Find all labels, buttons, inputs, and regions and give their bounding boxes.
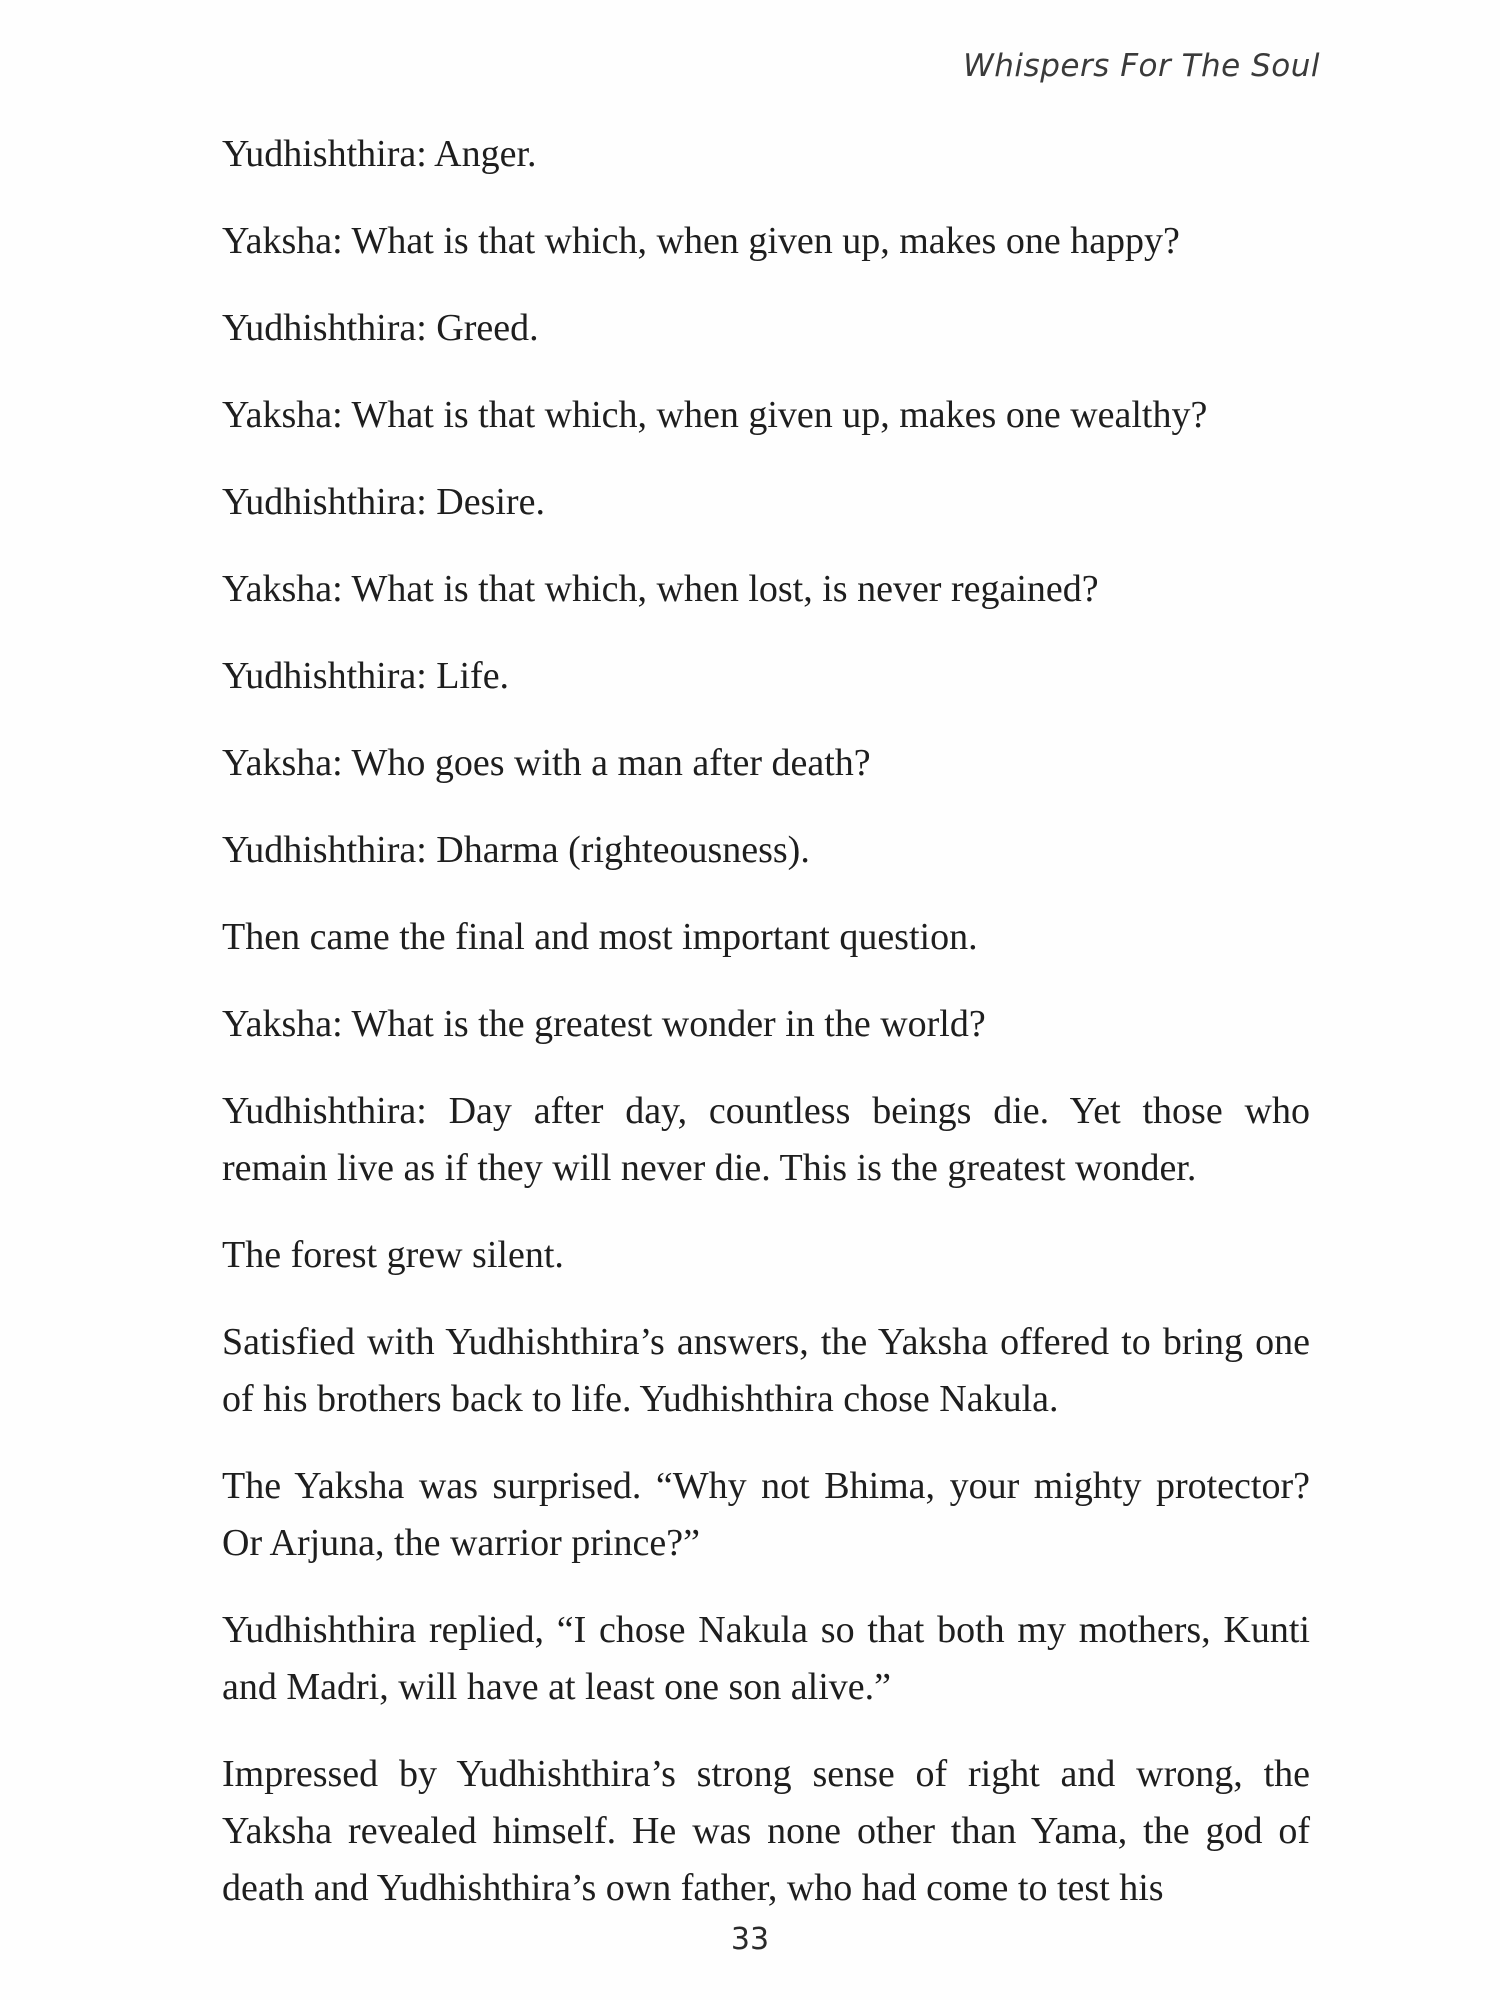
paragraph: Yudhishthira: Anger.	[222, 133, 537, 175]
paragraph: The forest grew silent.	[222, 1234, 564, 1276]
paragraph: Yudhishthira: Day after day, countless beings die. Yet those who remain live as if they will never die. This is the greatest wonder.	[222, 1090, 1310, 1189]
paragraph: Yaksha: What is that which, when lost, is never regained?	[222, 568, 1099, 610]
page-number: 33	[730, 1922, 770, 1957]
paragraph: The Yaksha was surprised. “Why not Bhima, your mighty protector? Or Arjuna, the warrior prince?”	[222, 1465, 1310, 1564]
paragraph: Yaksha: What is that which, when given up, makes one wealthy?	[222, 394, 1208, 436]
paragraph: Yudhishthira: Life.	[222, 655, 510, 697]
running-header: Whispers For The Soul	[963, 48, 1320, 84]
paragraph: Yudhishthira: Greed.	[222, 307, 539, 349]
paragraph: Yaksha: Who goes with a man after death?	[222, 742, 871, 784]
paragraph: Satisfied with Yudhishthira’s answers, the Yaksha offered to bring one of his brothers back to life. Yudhishthira chose Nakula.	[222, 1321, 1310, 1420]
body-text	[222, 126, 1310, 1947]
paragraph: Yaksha: What is the greatest wonder in the world?	[222, 1003, 986, 1045]
paragraph: Yudhishthira: Dharma (righteousness).	[222, 829, 810, 871]
paragraph: Yaksha: What is that which, when given up, makes one happy?	[222, 220, 1180, 262]
paragraph: Yudhishthira replied, “I chose Nakula so that both my mothers, Kunti and Madri, will have at least one son alive.”	[222, 1609, 1310, 1708]
paragraph: Yudhishthira: Desire.	[222, 481, 545, 523]
paragraph: Impressed by Yudhishthira’s strong sense of right and wrong, the Yaksha revealed himself. He was none other than Yama, the god of death and Yudhishthira’s own father, who had come to test his	[222, 1753, 1310, 1909]
paragraph: Then came the final and most important question.	[222, 916, 978, 958]
